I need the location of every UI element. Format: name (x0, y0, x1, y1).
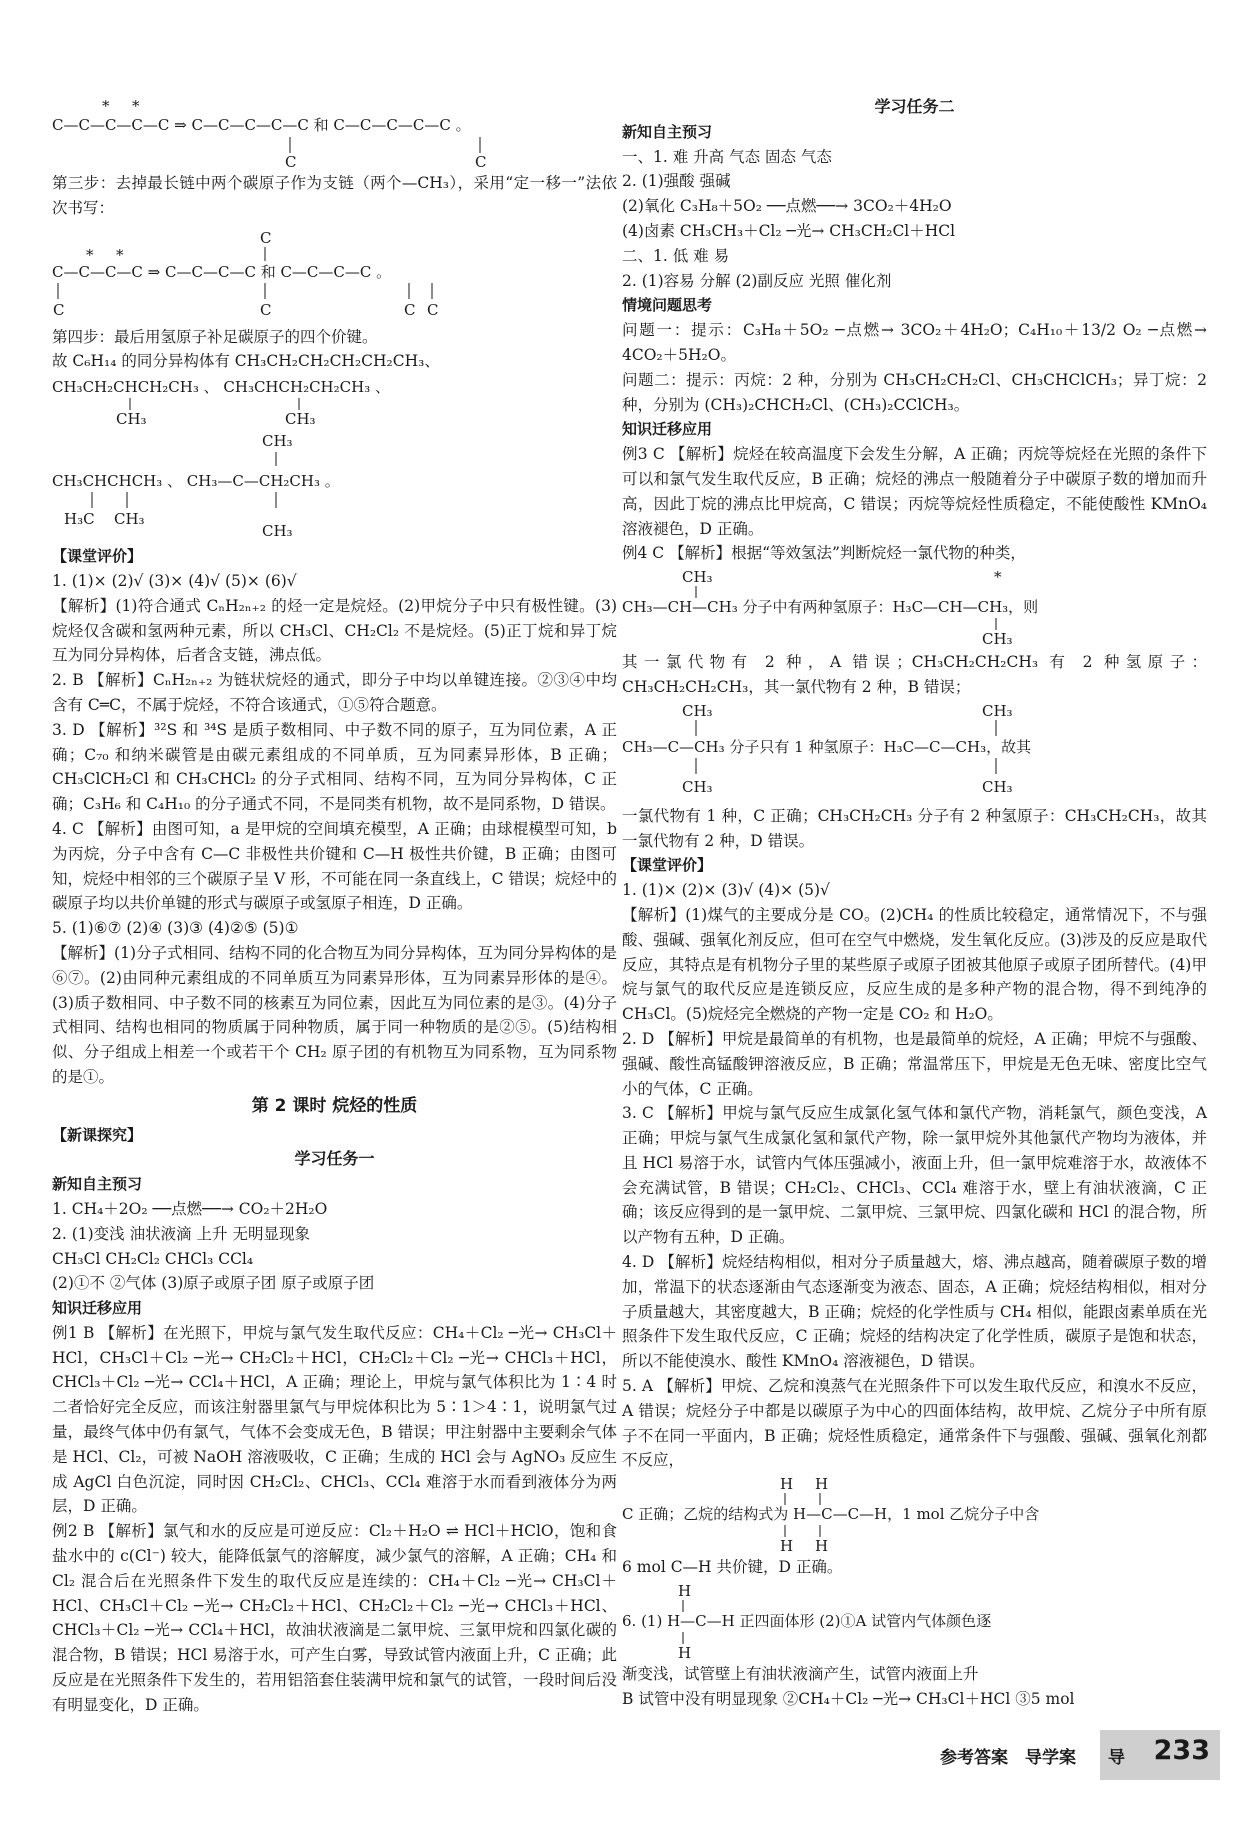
ex4-formula: CH₃—CH—CH₃ 分子中有两种氢原子：H₃C—CH—CH₃，则 (622, 598, 1039, 617)
lesson2-title: 第 2 课时 烷烃的性质 (251, 1095, 418, 1116)
footer-label-answers: 参考答案 (940, 1748, 1008, 1768)
substituent: CH₃ (262, 522, 293, 541)
section-yuxi: 新知自主预习 (622, 122, 713, 141)
substituent: CH₃ (982, 701, 1013, 720)
q1-explanation: 【解析】(1)符合通式 CₙH₂ₙ₊₂ 的烃一定是烷烃。(2)甲烷分子中只有极性键。(3)烷烃仅含碳和氢两种元素，所以 CH₃Cl、CH₂Cl₂ 不是烷烃。(5)正丁烷和异丁烷互为同分异构体，后者含支链，沸点低。 (52, 596, 617, 665)
page-number: 233 (1153, 1735, 1210, 1766)
k4-answer: 4. D 【解析】烷烃结构相似，相对分子质量越大，熔、沸点越高，随着碳原子数的增加，常温下的状态逐渐由气态逐渐变为液态、固态，A 正确；烷烃结构相似，相对分子质量越大，其密度越大，B 正确；烷烃的化学性质与 CH₄ 相似，能跟卤素单质在光照条件下发生取代反应，C 正确；烷烃的结构决定了化学性质，碳原子是饱和状态，所以不能使溴水、酸性 KMnO₄ 溶液褪色，D 错误。 (622, 1253, 1207, 1371)
branch-c: C (53, 300, 65, 319)
ex4-isobutane (622, 568, 1207, 648)
k3-answer: 3. C 【解析】甲烷与氯气反应生成氯化氢气体和氯代产物，消耗氯气，颜色变浅，A 正确；甲烷与氯气生成氯化氢和氯代产物，除一氯甲烷外其他氯代产物均为液体，并且 HCl 易溶于水，试管内气体压强减小，液面上升，但一氯甲烷难溶于水，故液体不会充满试管，B 错误；CH₂Cl₂、CHCl₃、CCl₄ 难溶于水，壁上有油状液滴，C 正确；该反应得到的是一氯甲烷、二氯甲烷、三氯甲烷、四氯化碳和 HCl 的混合物，所以产物有五种，D 正确。 (622, 1104, 1207, 1247)
atom-h: H (780, 1537, 794, 1554)
step4-text: 第四步：最后用氢原子补足碳原子的四个价键。 (52, 327, 378, 346)
branch-c: C (260, 300, 272, 319)
question1: 问题一：提示：C₃H₈＋5O₂ ─点燃→ 3CO₂＋4H₂O；C₄H₁₀＋13/2 O₂ ─点燃→ 4CO₂＋5H₂O。 (622, 321, 1207, 364)
section-qianyi: 知识迁移应用 (52, 1299, 143, 1318)
example4-head: 例4 C 【解析】根据“等效氢法”判断烷烃一氯代物的种类， (622, 544, 1026, 563)
formula-step3 (52, 223, 612, 323)
page-footer (900, 1730, 1220, 1780)
r-line3: (2)氧化 C₃H₈＋5O₂ ──点燃──→ 3CO₂＋4H₂O (622, 197, 952, 216)
substituent: CH₃ (982, 777, 1013, 796)
isomer-formulas: CH₃CH₂CHCH₂CH₃ 、 CH₃CHCH₂CH₂CH₃ 、 (52, 378, 390, 397)
mark-star: * (994, 568, 1002, 587)
substituent: H₃C (64, 510, 95, 529)
isomers-line3 (52, 430, 612, 542)
q1-answer: 1. (1)× (2)√ (3)× (4)√ (5)× (6)√ (52, 571, 297, 590)
right-column (622, 95, 1207, 1712)
substituent: CH₃ (262, 432, 293, 451)
chain-text: C—C—C—C ⇒ C—C—C—C 和 C—C—C—C 。 (52, 262, 392, 281)
substituent: CH₃ (114, 510, 145, 529)
mark-star: * (132, 97, 140, 115)
r-line6: 2. (1)容易 分解 (2)副反应 光照 催化剂 (622, 271, 892, 290)
section-qingjing: 情境问题思考 (622, 296, 713, 315)
isomers-line2 (52, 376, 612, 428)
ethane-line: C 正确；乙烷的结构式为 H—C—C—H，1 mol 乙烷分子中含 (622, 1505, 1040, 1524)
methane-structure (622, 1582, 1207, 1660)
section-ketang: 【课堂评价】 (622, 856, 713, 875)
formula-step2 (52, 97, 612, 169)
branch-c: C (285, 153, 297, 169)
t1-line1: 1. CH₄＋2O₂ ──点燃──→ CO₂＋2H₂O (52, 1199, 328, 1218)
atom-h: H (815, 1475, 829, 1494)
substituent: CH₃ (982, 630, 1013, 649)
section-ketang: 【课堂评价】 (52, 547, 143, 566)
r-line1: 一、1. 难 升高 气态 固态 气态 (622, 147, 832, 166)
question2: 问题二：提示：丙烷：2 种，分别为 CH₃CH₂CH₂Cl、CH₃CHClCH₃；异丁烷：2 种，分别为 (CH₃)₂CHCH₂Cl、(CH₃)₂CClCH₃。 (622, 370, 1207, 414)
branch-c: C (260, 228, 272, 247)
section-xinke: 【新课探究】 (52, 1125, 143, 1144)
section-qianyi: 知识迁移应用 (622, 420, 713, 439)
atom-h: H (678, 1644, 692, 1661)
chain-text: C—C—C—C—C ⇒ C—C—C—C—C 和 C—C—C—C—C 。 (52, 116, 471, 134)
r-line5: 二、1. 低 难 易 (622, 246, 730, 265)
atom-h: H (815, 1537, 829, 1554)
r-line4: (4)卤素 CH₃CH₃＋Cl₂ ─光→ CH₃CH₂Cl＋HCl (622, 221, 956, 240)
section-yuxi: 新知自主预习 (52, 1175, 143, 1194)
substituent: CH₃ (682, 701, 713, 720)
substituent: CH₃ (682, 777, 713, 796)
task2-title: 学习任务二 (874, 97, 955, 116)
ethane-structure (622, 1475, 1207, 1553)
left-column (52, 95, 617, 1718)
ex4-neopentane (622, 702, 1207, 802)
example1: 例1 B 【解析】在光照下，甲烷与氯气发生取代反应：CH₄＋Cl₂ ─光→ CH₃Cl＋HCl，CH₃Cl＋Cl₂ ─光→ CH₂Cl₂＋HCl，CH₂Cl₂＋Cl₂ ─光→ CHCl₃＋HCl，CHCl₃＋Cl₂ ─光→ CCl₄＋HCl，A 正确；理论上，甲烷与氯气体积比为 1∶4 时二者恰好完全反应，而该注射器里氯气与甲烷体积比为 5∶1＞4∶1，说明氯气过量，最终气体中仍有氯气，气体不会变成无色，B 错误；甲注射器中主要剩余气体是 HCl、Cl₂，可被 NaOH 溶液吸收，C 正确；生成的 HCl 会与 AgNO₃ 反应生成 AgCl 白色沉淀，同时因 CH₂Cl₂、CHCl₃、CCl₄ 难溶于水而看到液体分为两层，D 正确。 (52, 1323, 617, 1516)
mark-star: * (102, 97, 110, 115)
ex4-formula: CH₃—C—CH₃ 分子只有 1 种氢原子：H₃C—C—CH₃，故其 (622, 737, 1032, 756)
footer-label-guide: 导学案 (1025, 1748, 1076, 1768)
branch-c: C (475, 153, 487, 169)
atom-h: H (780, 1475, 794, 1494)
guide-mark: 导 (1108, 1748, 1125, 1768)
task1-title: 学习任务一 (294, 1149, 375, 1169)
q2-answer: 2. B 【解析】CₙH₂ₙ₊₂ 为链状烷烃的通式，即分子中均以单键连接。②③④中均含有 C═C，不属于烷烃，不符合该通式，①⑤符合题意。 (52, 671, 617, 714)
page-number-box (1100, 1730, 1220, 1780)
substituent: CH₃ (116, 410, 147, 429)
isomer-formulas: CH₃CHCHCH₃ 、 CH₃—C—CH₂CH₃ 。 (52, 472, 340, 491)
t1-line2: 2. (1)变浅 油状液滴 上升 无明显现象 (52, 1224, 310, 1243)
q5-answer: 5. (1)⑥⑦ (2)④ (3)③ (4)②⑤ (5)① (52, 919, 299, 938)
q3-answer: 3. D 【解析】³²S 和 ³⁴S 是质子数相同、中子数不同的原子，互为同位素，A 正确；C₇₀ 和纳米碳管是由碳元素组成的不同单质，互为同素异形体，B 正确；CH₃ClCH₂Cl 和 CH₃CHCl₂ 的分子式相同、结构不同，互为同分异构体，C 正确；C₃H₆ 和 C₄H₁₀ 的分子通式不同，不是同类有机物，故不是同系物，D 错误。 (52, 720, 617, 814)
k1-answer: 1. (1)× (2)× (3)√ (4)× (5)√ (622, 881, 830, 900)
t1-line3: CH₃Cl CH₂Cl₂ CHCl₃ CCl₄ (52, 1249, 254, 1268)
substituent: CH₃ (285, 410, 316, 429)
example2: 例2 B 【解析】氯气和水的反应是可逆反应：Cl₂＋H₂O ⇌ HCl＋HClO，饱和食盐水中的 c(Cl⁻) 较大，能降低氯气的溶解度，减少氯气的溶解，A 正确；CH₄ 和 Cl₂ 混合后在光照条件下发生的取代反应是连续的：CH₄＋Cl₂ ─光→ CH₃Cl＋HCl、CH₃Cl＋Cl₂ ─光→ CH₂Cl₂＋HCl、CH₂Cl₂＋Cl₂ ─光→ CHCl₃＋HCl、CHCl₃＋Cl₂ ─光→ CCl₄＋HCl，故油状液滴是二氯甲烷、三氯甲烷和四氯化碳的混合物，B 错误；HCl 易溶于水，可产生白雾，导致试管内液面上升，C 正确；此反应是在光照条件下发生的，若用铝箔套住装满甲烷和氯气的试管，一段时间后没有明显变化，D 正确。 (52, 1522, 617, 1714)
step3-text: 第三步：去掉最长链中两个碳原子作为支链（两个—CH₃），采用“定一移一”法依次书写： (52, 174, 617, 217)
r-line2: 2. (1)强酸 强碱 (622, 172, 731, 191)
mark-star: * (86, 245, 94, 264)
k1-explanation: 【解析】(1)煤气的主要成分是 CO。(2)CH₄ 的性质比较稳定，通常情况下，不与强酸、强碱、强氧化剂反应，但可在空气中燃烧，发生氧化反应。(3)涉及的反应是取代反应，其特点是有机物分子里的某些原子或原子团被其他原子或原子团所替代。(4)甲烷与氯气的取代反应是连锁反应，反应生成的是多种产物的混合物，得不到纯净的 CH₃Cl。(5)烷烃完全燃烧的产物一定是 CO₂ 和 H₂O。 (622, 905, 1207, 1024)
k5-end: 6 mol C—H 共价键，D 正确。 (622, 1558, 843, 1577)
mark-star: * (116, 245, 124, 264)
example4-b: 其一氯代物有 2 种，A 错误；CH₃CH₂CH₂CH₃ 有 2 种氢原子：CH₃CH₂CH₂CH₃，其一氯代物有 2 种，B 错误； (622, 653, 1207, 696)
example4-d: 一氯代物有 1 种，C 正确；CH₃CH₂CH₃ 分子有 2 种氢原子：CH₃CH₂CH₃，故其一氯代物有 2 种，D 错误。 (622, 806, 1207, 850)
q4-answer: 4. C 【解析】由图可知，a 是甲烷的空间填充模型，A 正确；由球棍模型可知，b 为丙烷，分子中含有 C—C 非极性共价键和 C—H 极性共价键，B 正确；由图可知，烷烃中相邻的三个碳原子呈 V 形，不可能在同一条直线上，C 错误；烷烃中的碳原子均以共价单键的形式与碳原子或氢原子相连，D 正确。 (52, 819, 617, 913)
k6-line3: B 试管中没有明显现象 ②CH₄＋Cl₂ ─光→ CH₃Cl＋HCl ③5 mol (622, 1689, 1075, 1708)
k6-line1: 6. (1) H—C—H 正四面体形 (2)①A 试管内气体颜色逐 (622, 1612, 992, 1631)
branch-c: C (404, 300, 416, 319)
q5-explanation: 【解析】(1)分子式相同、结构不同的化合物互为同分异构体，互为同分异构体的是⑥⑦。(2)由同种元素组成的不同单质互为同素异形体，互为同素异形体的是④。(3)质子数相同、中子数不同的核素互为同位素，因此互为同位素的是③。(4)分子式相同、结构也相同的物质属于同种物质，属于同一种物质的是②⑤。(5)结构相似、分子组成上相差一个或若干个 CH₂ 原子团的有机物互为同系物，互为同系物的是①。 (52, 943, 617, 1086)
branch-c: C (427, 300, 439, 319)
atom-h: H (678, 1582, 692, 1601)
t1-line4: (2)①不 ②气体 (3)原子或原子团 原子或原子团 (52, 1274, 375, 1293)
isomer-intro: 故 C₆H₁₄ 的同分异构体有 CH₃CH₂CH₂CH₂CH₂CH₃、 (52, 352, 440, 371)
k2-answer: 2. D 【解析】甲烷是最简单的有机物，也是最简单的烷烃，A 正确；甲烷不与强酸、强碱、酸性高锰酸钾溶液反应，B 正确；常温常压下，甲烷是无色无味、密度比空气小的气体，C 正确。 (622, 1029, 1207, 1098)
k5-answer: 5. A 【解析】甲烷、乙烷和溴蒸气在光照条件下可以发生取代反应，和溴水不反应，A 错误；烷烃分子中都是以碳原子为中心的四面体结构，故甲烷、乙烷分子中所有原子不在同一平面内，B 正确；烷烃性质稳定，通常条件下与强酸、强碱、强氧化剂都不反应， (622, 1377, 1207, 1470)
example3: 例3 C 【解析】烷烃在较高温度下会发生分解，A 正确；丙烷等烷烃在光照的条件下可以和氯气发生取代反应，B 正确；烷烃的沸点一般随着分子中碳原子数的增加而升高，因此丁烷的沸点比甲烷高，C 错误；丙烷等烷烃性质稳定，不能使酸性 KMnO₄ 溶液褪色，D 正确。 (622, 445, 1207, 538)
k6-line2: 渐变浅，试管壁上有油状液滴产生，试管内液面上升 (622, 1665, 979, 1684)
substituent: CH₃ (682, 568, 713, 587)
